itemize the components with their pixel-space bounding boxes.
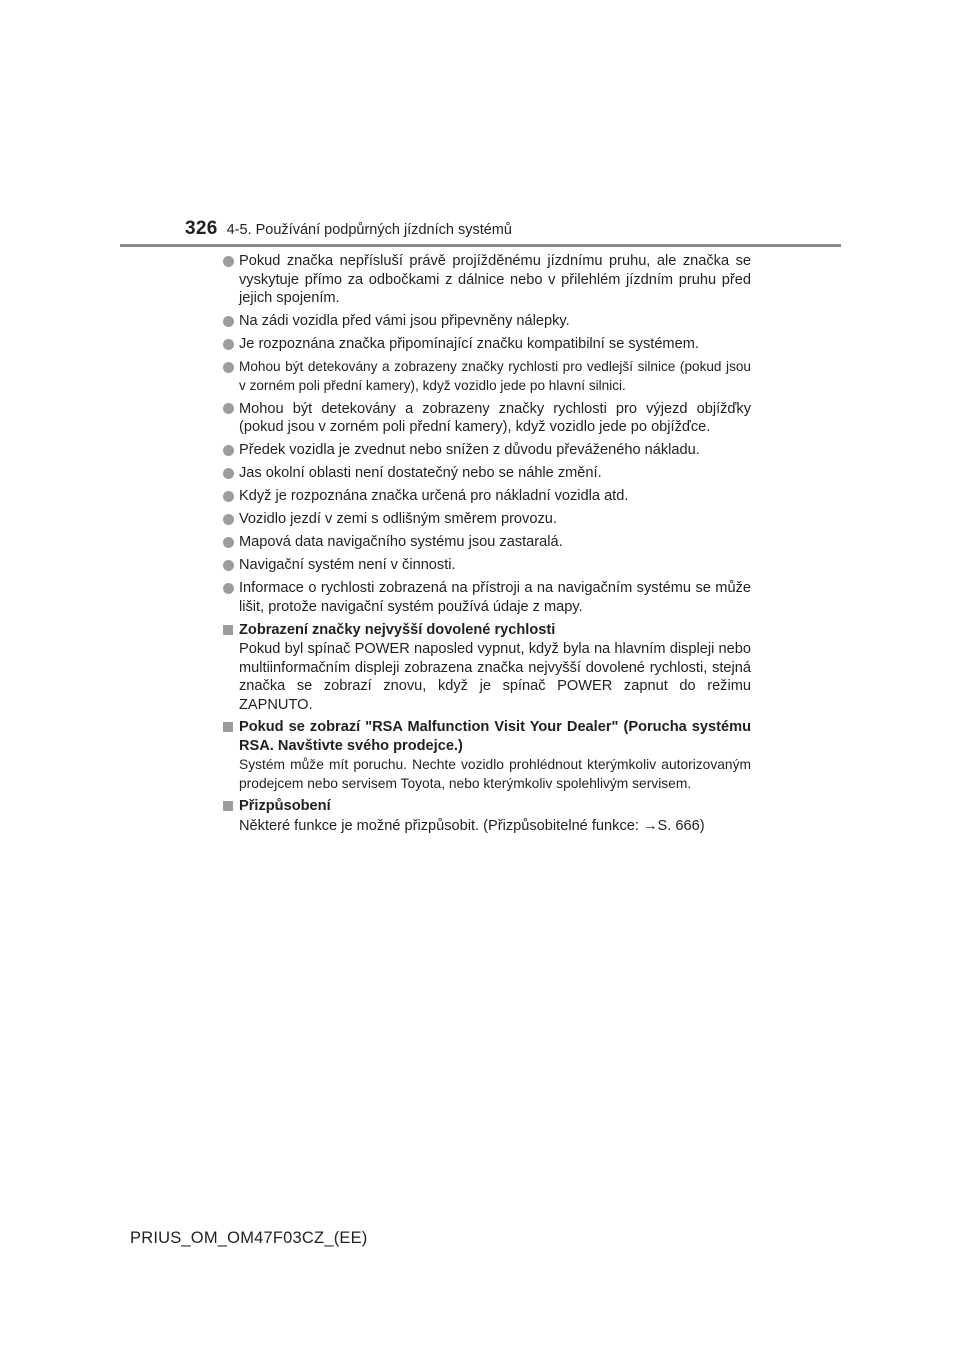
section-body: Pokud byl spínač POWER naposled vypnut, když byla na hlavním displeji nebo multiinformačním displeji zobrazena značka nejvyšší dovolené rychlosti, stejná značka se zobrazí znovu, když je spínač POWER zapnut do režimu ZAPNUTO. [239, 641, 751, 713]
bullet-icon [223, 445, 234, 456]
list-item-text: Vozidlo jezdí v zemi s odlišným směrem provozu. [239, 511, 557, 527]
list-item [223, 464, 751, 483]
list-item-text: Navigační systém není v činnosti. [239, 557, 456, 573]
page-number: 326 [185, 218, 218, 239]
list-item-text: Jas okolní oblasti není dostatečný nebo se náhle změní. [239, 465, 602, 481]
section-heading [223, 797, 751, 816]
list-item-text: Na zádi vozidla před vámi jsou připevněny nálepky. [239, 313, 570, 329]
list-item-text: Mohou být detekovány a zobrazeny značky rychlosti pro vedlejší silnice (pokud jsou v zorném poli přední kamery), když vozidlo jede po hlavní silnici. [239, 359, 751, 393]
list-item [223, 487, 751, 506]
document-code: PRIUS_OM_OM47F03CZ_(EE) [130, 1229, 368, 1247]
section-rsa-malfunction [223, 718, 751, 793]
list-item [223, 335, 751, 354]
list-item [223, 312, 751, 331]
list-item-text: Informace o rychlosti zobrazená na přístroji a na navigačním systému se může lišit, protože navigační systém používá údaje z mapy. [239, 580, 751, 615]
section-heading-text: Přizpůsobení [239, 798, 331, 814]
square-bullet-icon [223, 801, 233, 811]
section-speed-sign-display [223, 621, 751, 715]
square-bullet-icon [223, 722, 233, 732]
section-heading-text: Zobrazení značky nejvyšší dovolené rychlosti [239, 621, 556, 638]
section-heading [223, 718, 751, 755]
section-heading-text: Pokud se zobrazí "RSA Malfunction Visit Your Dealer" (Porucha systému RSA. Navštivte svého prodejce.) [239, 719, 751, 754]
list-item [223, 579, 751, 616]
list-item [223, 441, 751, 460]
bullet-icon [223, 362, 234, 373]
section-body: Systém může mít poruchu. Nechte vozidlo prohlédnout kterýmkoliv autorizovaným prodejcem nebo servisem Toyota, nebo kterýmkoliv spolehlivým servisem. [239, 757, 751, 791]
list-item-text: Pokud značka nepřísluší právě projížděnému jízdnímu pruhu, ale značka se vyskytuje přímo za odbočkami z dálnice nebo v přilehlém jízdním pruhu před jejich spojením. [239, 253, 751, 306]
bullet-icon [223, 491, 234, 502]
bullet-icon [223, 537, 234, 548]
list-item [223, 252, 751, 308]
bullet-icon [223, 560, 234, 571]
chapter-title: 4-5. Používání podpůrných jízdních systémů [226, 222, 512, 238]
bullet-icon [223, 514, 234, 525]
header-divider [120, 244, 841, 247]
bullet-icon [223, 583, 234, 594]
list-item [223, 400, 751, 437]
section-customization [223, 797, 751, 835]
bullet-icon [223, 468, 234, 479]
list-item-text: Je rozpoznána značka připomínající značku kompatibilní se systémem. [239, 336, 699, 352]
square-bullet-icon [223, 625, 233, 635]
list-item-text: Mohou být detekovány a zobrazeny značky rychlosti pro výjezd objížďky (pokud jsou v zorném poli přední kamery), když vozidlo jede po objížďce. [239, 400, 751, 435]
list-item [223, 533, 751, 552]
section-body: Některé funkce je možné přizpůsobit. (Přizpůsobitelné funkce: →S. 666) [239, 817, 705, 834]
bullet-icon [223, 256, 234, 267]
bullet-icon [223, 403, 234, 414]
list-item [223, 510, 751, 529]
section-heading [223, 621, 751, 640]
list-item [223, 358, 751, 395]
bullet-icon [223, 339, 234, 350]
list-item-text: Když je rozpoznána značka určená pro nákladní vozidla atd. [239, 488, 629, 504]
page-header [185, 218, 512, 240]
list-item-text: Předek vozidla je zvednut nebo snížen z důvodu převáženého nákladu. [239, 442, 700, 458]
list-item-text: Mapová data navigačního systému jsou zastaralá. [239, 534, 563, 550]
main-content [223, 252, 751, 839]
bullet-icon [223, 316, 234, 327]
list-item [223, 556, 751, 575]
